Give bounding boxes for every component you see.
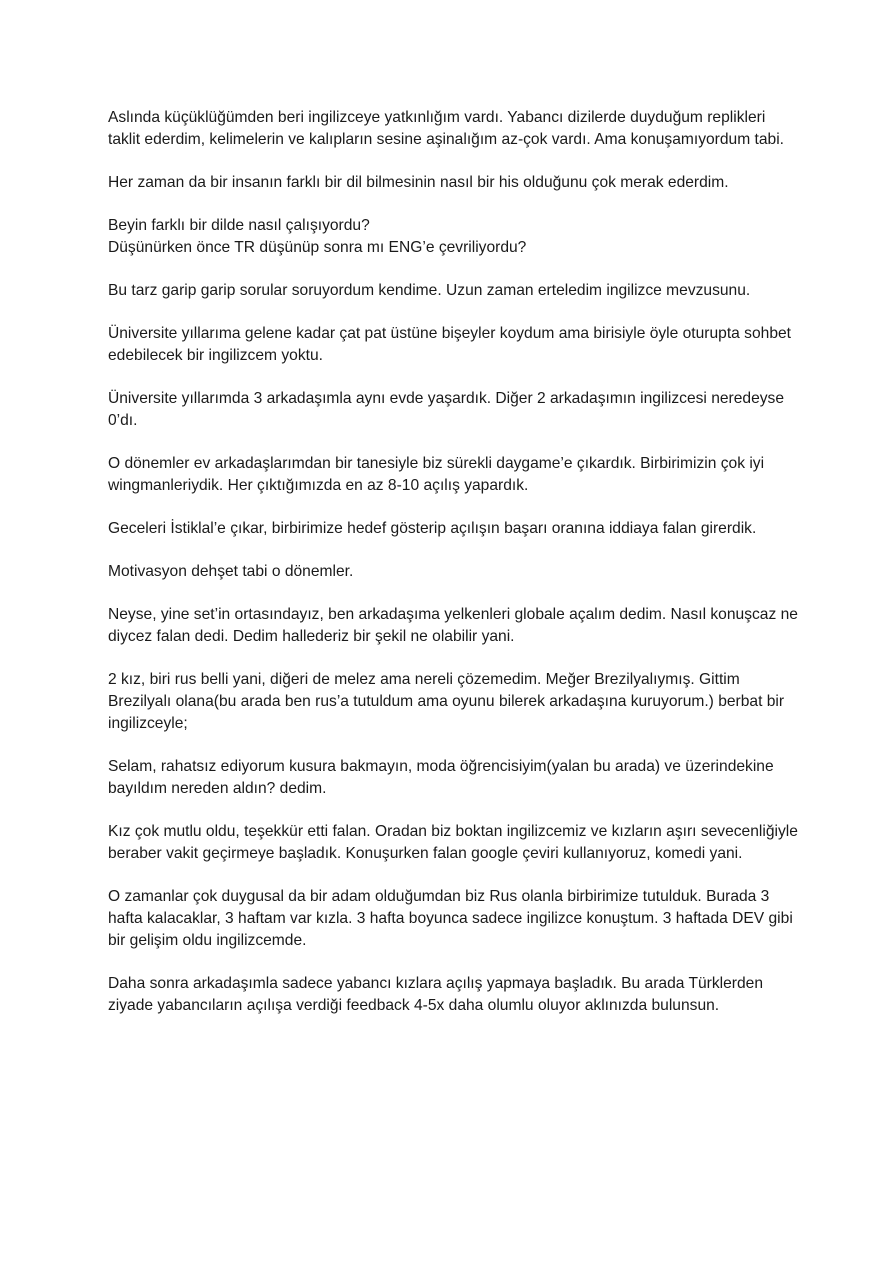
paragraph: Üniversite yıllarıma gelene kadar çat pat üstüne bişeyler koydum ama birisiyle öyle oturupta sohbet edebilecek bir ingilizcem yoktu. bbox=[108, 325, 796, 364]
paragraph: O zamanlar çok duygusal da bir adam olduğumdan biz Rus olanla birbirimize tutulduk. Burada 3 hafta kalacaklar, 3 haftam var kızla. 3 hafta boyunca sadece ingilizce konuştum. 3 haftada DEV gibi bir gelişim oldu ingilizcemde. bbox=[108, 888, 798, 949]
paragraph: Beyin farklı bir dilde nasıl çalışıyordu? Düşünürken önce TR düşünüp sonra mı ENG’e çevriliyordu? bbox=[108, 217, 527, 256]
paragraph: Aslında küçüklüğümden beri ingilizceye yatkınlığım vardı. Yabancı dizilerde duyduğum replikleri taklit ederdim, kelimelerin ve kalıpların sesine aşinalığım az-çok vardı. Ama konuşamıyordum tabi. bbox=[108, 109, 785, 148]
paragraph: Bu tarz garip garip sorular soruyordum kendime. Uzun zaman erteledim ingilizce mevzusunu. bbox=[108, 282, 751, 299]
paragraph: Her zaman da bir insanın farklı bir dil bilmesinin nasıl bir his olduğunu çok merak ederdim. bbox=[108, 174, 729, 191]
paragraph: Motivasyon dehşet tabi o dönemler. bbox=[108, 563, 354, 580]
paragraph: Neyse, yine set’in ortasındayız, ben arkadaşıma yelkenleri globale açalım dedim. Nasıl konuşcaz ne diycez falan dedi. Dedim hallederiz bir şekil ne olabilir yani. bbox=[108, 606, 803, 645]
paragraph: Üniversite yıllarımda 3 arkadaşımla aynı evde yaşardık. Diğer 2 arkadaşımın ingilizcesi neredeyse 0’dı. bbox=[108, 390, 789, 429]
paragraph: Selam, rahatsız ediyorum kusura bakmayın, moda öğrencisiyim(yalan bu arada) ve üzerindekine bayıldım nereden aldın? dedim. bbox=[108, 758, 778, 797]
paragraph: Kız çok mutlu oldu, teşekkür etti falan. Oradan biz boktan ingilizcemiz ve kızların aşırı sevecenliğiyle beraber vakit geçirmeye başladık. Konuşurken falan google çeviri kullanıyoruz, komedi yani. bbox=[108, 823, 803, 862]
paragraph: O dönemler ev arkadaşlarımdan bir tanesiyle biz sürekli daygame’e çıkardık. Birbirimizin çok iyi wingmanleriydik. Her çıktığımızda en az 8-10 açılış yapardık. bbox=[108, 455, 769, 494]
document-body bbox=[108, 107, 803, 1038]
paragraph: Daha sonra arkadaşımla sadece yabancı kızlara açılış yapmaya başladık. Bu arada Türklerden ziyade yabancıların açılışa verdiği feedback 4-5x daha olumlu oluyor aklınızda bulunsun. bbox=[108, 975, 768, 1014]
paragraph: 2 kız, biri rus belli yani, diğeri de melez ama nereli çözemedim. Meğer Brezilyalıymış. Gittim Brezilyalı olana(bu arada ben rus’a tutuldum ama oyunu bilerek arkadaşına kuruyorum.) berbat bir ingilizceyle; bbox=[108, 671, 789, 732]
paragraph: Geceleri İstiklal’e çıkar, birbirimize hedef gösterip açılışın başarı oranına iddiaya falan girerdik. bbox=[108, 520, 757, 537]
